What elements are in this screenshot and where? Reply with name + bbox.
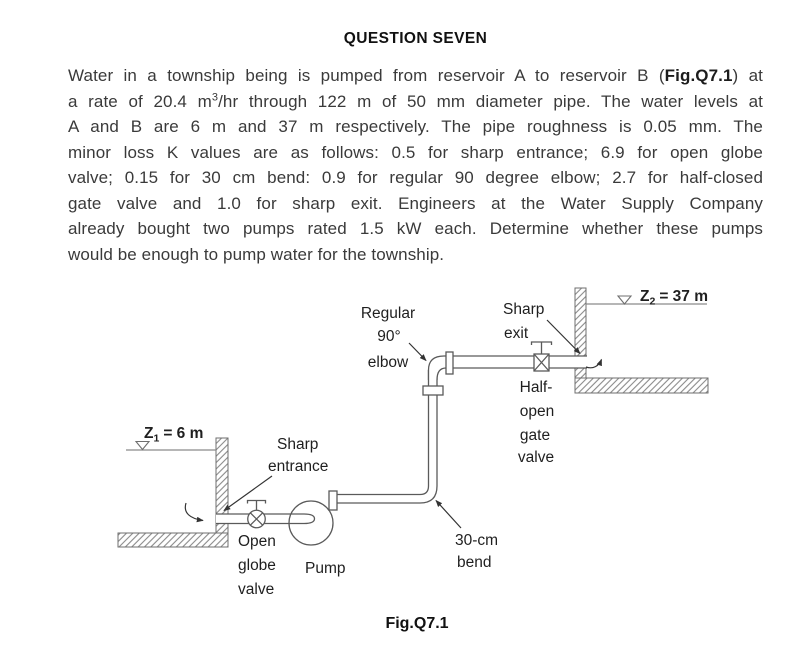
paragraph-line-8: would be enough to pump water for the township. bbox=[68, 244, 445, 264]
gate-valve-label-line3: gate bbox=[519, 427, 551, 444]
reservoir-b-floor bbox=[575, 378, 708, 393]
sharp-exit-label-line2: exit bbox=[504, 325, 529, 342]
elbow-flange bbox=[446, 352, 453, 374]
outflow-curl-arrow bbox=[586, 360, 602, 368]
elbow-callout-arrow bbox=[409, 343, 426, 361]
z2-subscript: 2 bbox=[649, 295, 656, 308]
bend-label-line1: 30-cm bbox=[455, 532, 499, 549]
z1-value: = 6 m bbox=[163, 425, 204, 442]
z2-symbol: Z bbox=[640, 288, 650, 305]
top-pipe-bottom-line bbox=[437, 368, 587, 380]
paragraph-line-7: already bought two pumps rated 1.5 kW each. Determine whether these pumps bbox=[68, 219, 763, 238]
globe-valve-label-line1: Open bbox=[238, 533, 276, 550]
figure-reference: Fig.Q7.1 bbox=[664, 66, 733, 85]
paragraph-line-3: A and B are 6 m and 37 m respectively. The pipe roughness is 0.05 mm. The bbox=[68, 117, 763, 136]
sharp-entrance-label-line1: Sharp bbox=[277, 436, 319, 453]
elbow-label-line1: Regular bbox=[360, 305, 416, 322]
paragraph-line-5: valve; 0.15 for 30 cm bend: 0.9 for regular 90 degree elbow; 2.7 for half-closed bbox=[68, 168, 763, 187]
bend-callout-arrow bbox=[436, 501, 461, 529]
line1-text-a: Water in a township being is pumped from reservoir A to reservoir B ( bbox=[68, 66, 665, 85]
z1-subscript: 1 bbox=[153, 432, 160, 445]
globe-valve-label-line3: valve bbox=[238, 581, 275, 598]
paragraph-line-2 bbox=[68, 89, 763, 115]
paragraph-line-4: minor loss K values are as follows: 0.5 for sharp entrance; 6.9 for open globe bbox=[68, 142, 763, 162]
discharge-pipe-inner bbox=[337, 486, 429, 495]
elevation-z1-label bbox=[144, 425, 203, 445]
elevation-z2-label bbox=[640, 288, 708, 308]
globe-valve-label-line2: globe bbox=[238, 557, 276, 574]
pump-label: Pump bbox=[305, 560, 346, 577]
sharp-entrance-callout-arrow bbox=[224, 476, 272, 511]
water-surface-symbol-b bbox=[618, 296, 631, 304]
line1-text-c: ) at bbox=[732, 66, 764, 85]
elbow-label-line2: 90° bbox=[377, 328, 401, 345]
paragraph-line-1 bbox=[68, 63, 763, 89]
line2-text-b: /hr through 122 m of 50 mm diameter pipe. The water levels at bbox=[218, 91, 763, 111]
inflow-curl-arrow bbox=[185, 503, 203, 521]
line2-text-a: a rate of 20.4 m bbox=[68, 91, 212, 111]
pump-discharge-flange bbox=[329, 491, 337, 510]
z2-value: = 37 m bbox=[659, 288, 708, 305]
reservoir-a-wall bbox=[216, 438, 228, 547]
water-surface-symbol-a bbox=[136, 442, 149, 450]
figure-q71-diagram bbox=[0, 270, 800, 645]
reservoir-a-floor bbox=[118, 533, 228, 547]
superscript-3: 3 bbox=[211, 90, 219, 103]
figure-caption: Fig.Q7.1 bbox=[385, 615, 449, 632]
question-title: QUESTION SEVEN bbox=[343, 30, 488, 47]
z1-symbol: Z bbox=[144, 425, 154, 442]
sharp-exit-label-line1: Sharp bbox=[503, 301, 545, 318]
elbow-label-line3: elbow bbox=[367, 354, 409, 371]
riser-union-collar bbox=[423, 386, 443, 395]
gate-valve-label-line2: open bbox=[519, 403, 555, 420]
gate-valve-label-line4: valve bbox=[517, 449, 555, 466]
gate-valve-label-line1: Half- bbox=[519, 379, 553, 396]
sharp-entrance-label-line2: entrance bbox=[268, 458, 329, 475]
question-paragraph bbox=[68, 63, 763, 267]
paragraph-line-6: gate valve and 1.0 for sharp exit. Engineers at the Water Supply Company bbox=[68, 193, 763, 213]
bend-label-line2: bend bbox=[457, 554, 492, 571]
